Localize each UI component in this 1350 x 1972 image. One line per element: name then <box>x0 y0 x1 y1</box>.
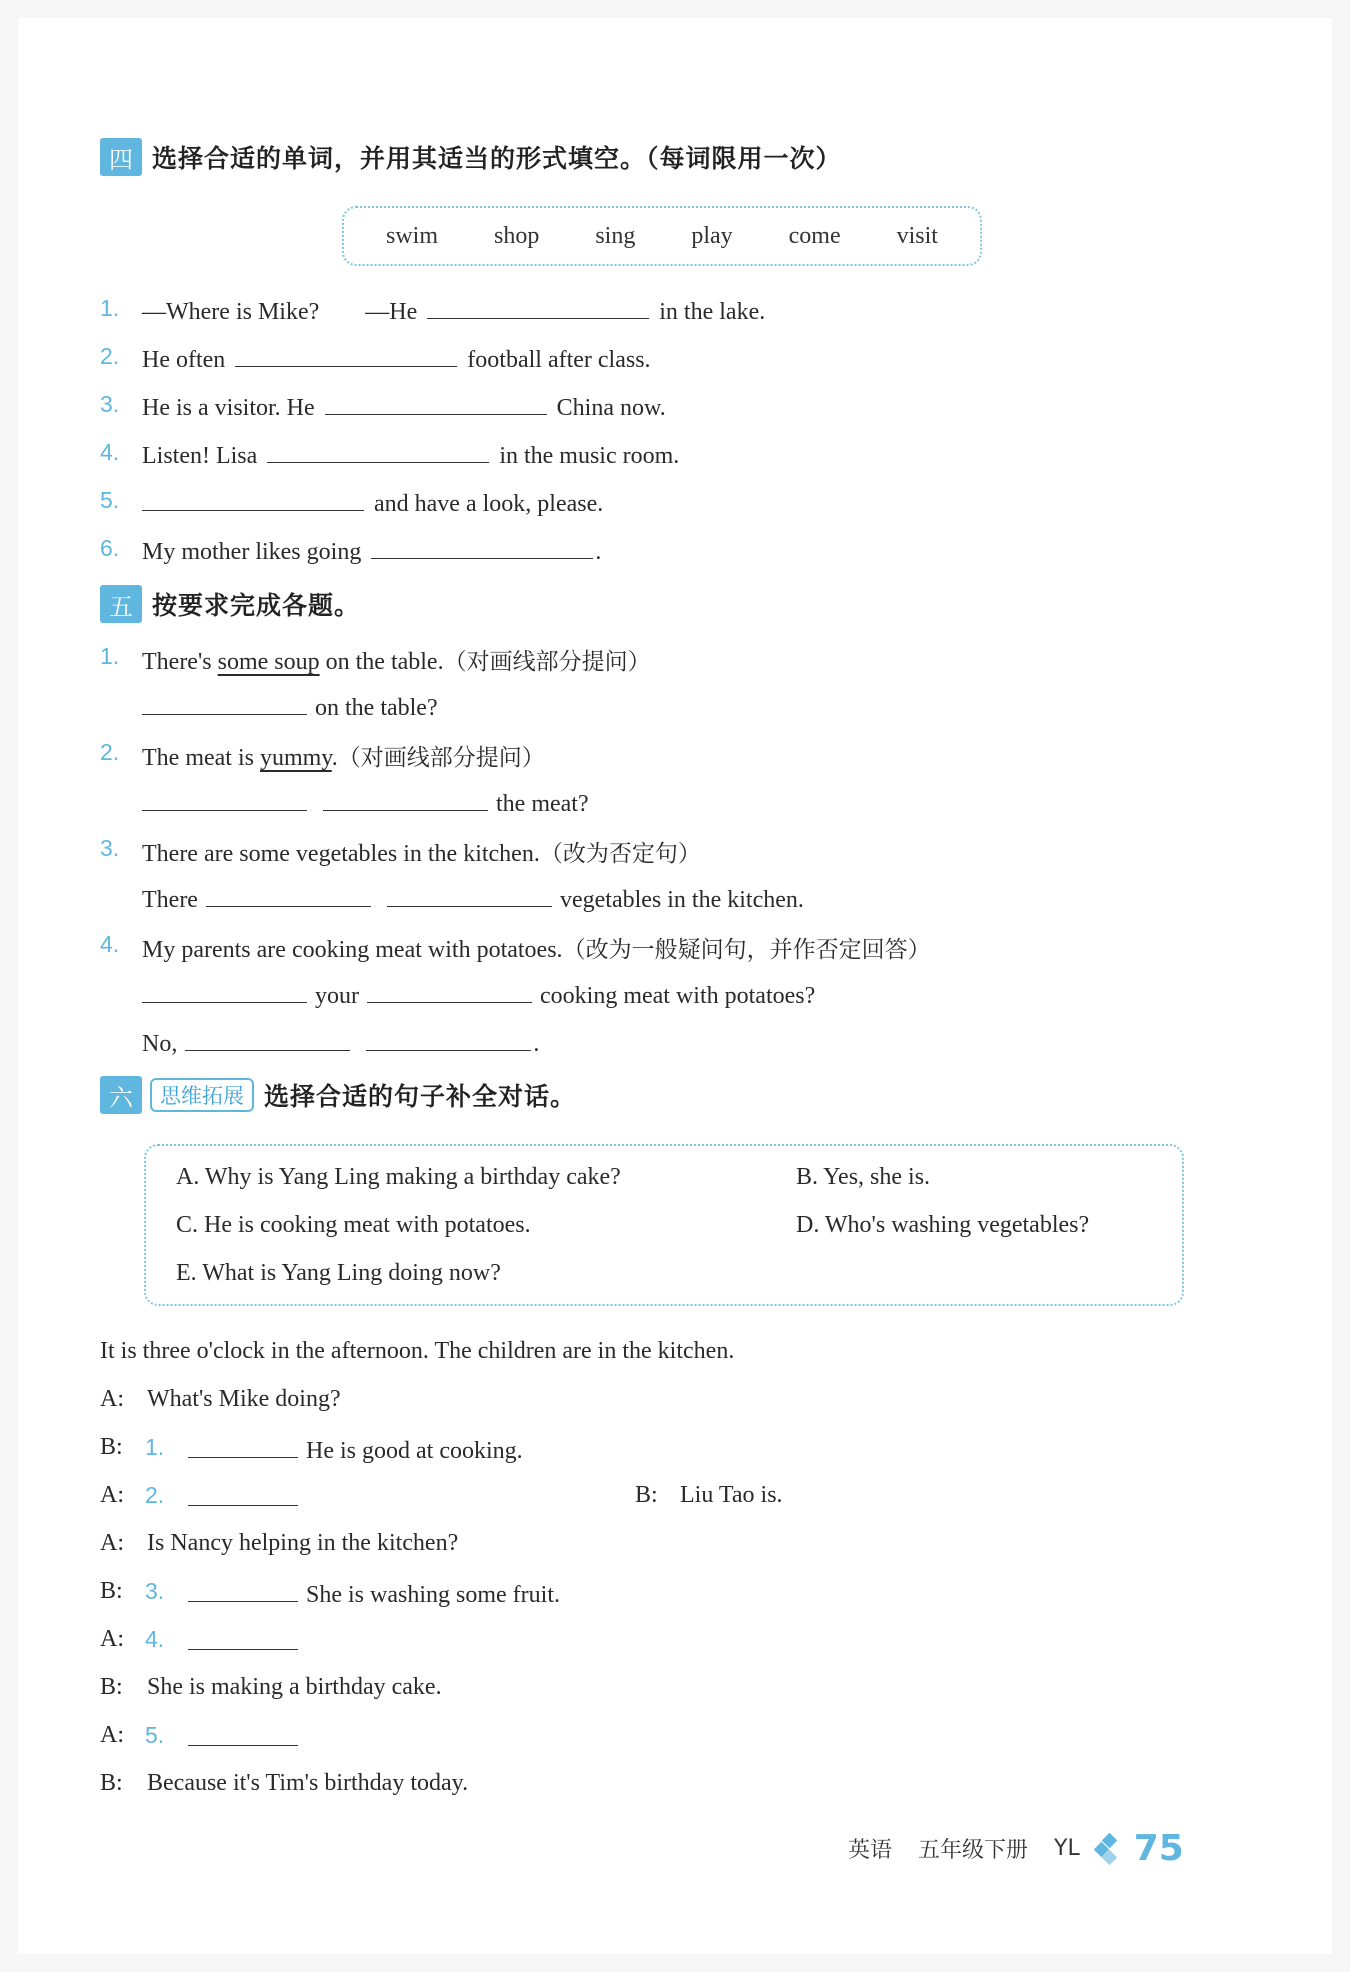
section-title: 按要求完成各题。 <box>152 591 361 620</box>
answer-line <box>142 691 438 722</box>
dialog-text: What's Mike doing? <box>147 1386 341 1412</box>
question-text: —He <box>365 299 418 325</box>
section-4-header <box>100 138 842 176</box>
answer-blank[interactable] <box>188 1626 298 1650</box>
word-item: swim <box>385 222 438 249</box>
question-text: China now. <box>556 395 666 421</box>
question-number: 4. <box>100 931 120 957</box>
dialog-line <box>180 1626 306 1657</box>
question-text: in the music room. <box>499 443 680 469</box>
dialog-text: Liu Tao is. <box>680 1482 783 1508</box>
dialog-speaker: A: <box>100 1386 124 1412</box>
question-text: He is a visitor. He <box>142 395 315 421</box>
dialog-speaker: A: <box>100 1530 124 1556</box>
question-text: Listen! Lisa <box>142 443 258 469</box>
instruction: （改为否定句） <box>539 841 701 867</box>
question-text: vegetables in the kitchen. <box>559 887 804 913</box>
answer-blank[interactable] <box>366 1027 531 1051</box>
answer-line <box>142 979 815 1010</box>
section-title: 选择合适的单词，并用其适当的形式填空。（每词限用一次） <box>152 144 842 173</box>
dialog-speaker: B: <box>100 1578 123 1604</box>
question-line <box>142 487 603 518</box>
answer-blank[interactable] <box>323 787 488 811</box>
section-6-header <box>100 1076 576 1114</box>
question-number: 3. <box>100 391 120 417</box>
question-text: the meat? <box>496 791 589 817</box>
question-line <box>142 295 765 326</box>
question-text: . <box>331 745 338 771</box>
page-number: 75 <box>1133 1828 1184 1869</box>
dialog-speaker: B: <box>635 1482 658 1508</box>
dialog-speaker: B: <box>100 1434 123 1460</box>
diamond-icon <box>1094 1834 1124 1864</box>
question-text: in the lake. <box>659 299 766 325</box>
answer-blank[interactable] <box>185 1027 350 1051</box>
question-text: on the table. <box>325 649 444 675</box>
question-text: My parents are cooking meat with potatoes. <box>142 937 563 963</box>
dialog-line <box>180 1722 306 1753</box>
answer-blank[interactable] <box>427 295 649 319</box>
instruction: （改为一般疑问句，并作否定回答） <box>562 937 931 963</box>
option-c: C. He is cooking meat with potatoes. <box>176 1212 531 1238</box>
dialog-text: She is making a birthday cake. <box>147 1674 442 1700</box>
section-number: 五 <box>100 585 142 623</box>
question-text: your <box>315 983 359 1009</box>
word-bank <box>342 206 982 266</box>
instruction: （对画线部分提问） <box>337 745 545 771</box>
question-text: No, <box>142 1031 178 1057</box>
question-line <box>142 931 931 964</box>
option-b: B. Yes, she is. <box>796 1164 931 1190</box>
question-line <box>142 343 651 374</box>
question-number: 3. <box>145 1578 165 1604</box>
footer-subject: 英语 <box>848 1838 893 1863</box>
question-number: 1. <box>100 295 120 321</box>
answer-blank[interactable] <box>367 979 532 1003</box>
thinking-extension-tag: 思维拓展 <box>150 1078 254 1112</box>
option-a: A. Why is Yang Ling making a birthday cake? <box>176 1164 621 1190</box>
question-line <box>142 439 679 470</box>
question-number: 5. <box>100 487 120 513</box>
option-d: D. Who's washing vegetables? <box>796 1212 1090 1238</box>
word-item: sing <box>595 222 636 249</box>
question-text: There are some vegetables in the kitchen. <box>142 841 540 867</box>
answer-blank[interactable] <box>235 343 457 367</box>
question-number: 3. <box>100 835 120 861</box>
answer-line <box>142 787 589 818</box>
dialog-text: Is Nancy helping in the kitchen? <box>147 1530 459 1556</box>
dialog-intro: It is three o'clock in the afternoon. The children are in the kitchen. <box>100 1338 735 1364</box>
dialog-text: She is washing some fruit. <box>306 1582 560 1608</box>
question-number: 2. <box>145 1482 165 1508</box>
answer-line <box>142 1027 539 1058</box>
question-number: 2. <box>100 343 120 369</box>
answer-blank[interactable] <box>142 787 307 811</box>
answer-blank[interactable] <box>142 979 307 1003</box>
question-number: 5. <box>145 1722 165 1748</box>
word-item: visit <box>896 222 938 249</box>
instruction: （对画线部分提问） <box>443 649 651 675</box>
word-item: shop <box>493 222 540 249</box>
question-text: . <box>533 1031 540 1057</box>
dialog-text: He is good at cooking. <box>306 1438 523 1464</box>
question-number: 4. <box>145 1626 165 1652</box>
dialog-line <box>180 1482 306 1513</box>
question-text: on the table? <box>315 695 438 721</box>
dialog-line <box>180 1578 560 1609</box>
question-number: 1. <box>145 1434 165 1460</box>
page-footer <box>848 1828 1184 1869</box>
section-5-header <box>100 585 360 623</box>
question-text: My mother likes going <box>142 539 362 565</box>
answer-blank[interactable] <box>387 883 552 907</box>
dialog-text: Because it's Tim's birthday today. <box>147 1770 469 1796</box>
footer-grade: 五年级下册 <box>918 1838 1029 1863</box>
answer-blank[interactable] <box>142 487 364 511</box>
question-line <box>142 739 545 772</box>
question-text: football after class. <box>467 347 651 373</box>
option-e: E. What is Yang Ling doing now? <box>176 1260 501 1286</box>
question-text: and have a look, please. <box>374 491 604 517</box>
answer-blank[interactable] <box>188 1482 298 1506</box>
dialog-speaker: A: <box>100 1482 124 1508</box>
question-line <box>142 643 651 676</box>
question-text: —Where is Mike? <box>142 299 320 325</box>
section-number: 六 <box>100 1076 142 1114</box>
section-title: 选择合适的句子补全对话。 <box>264 1082 577 1111</box>
question-number: 6. <box>100 535 120 561</box>
answer-blank[interactable] <box>206 883 371 907</box>
question-text: There <box>142 887 198 913</box>
answer-blank[interactable] <box>142 691 307 715</box>
answer-line <box>142 883 804 914</box>
question-text: There's <box>142 649 212 675</box>
question-line <box>142 835 701 868</box>
question-number: 4. <box>100 439 120 465</box>
word-item: play <box>691 222 733 249</box>
question-number: 2. <box>100 739 120 765</box>
section-number: 四 <box>100 138 142 176</box>
question-line <box>142 391 666 422</box>
footer-edition: YL <box>1054 1836 1080 1861</box>
underlined-phrase: yummy <box>259 745 332 771</box>
answer-blank[interactable] <box>267 439 489 463</box>
dialog-speaker: A: <box>100 1722 124 1748</box>
question-text: cooking meat with potatoes? <box>540 983 816 1009</box>
answer-blank[interactable] <box>188 1578 298 1602</box>
underlined-phrase: some soup <box>217 649 320 675</box>
question-text: . <box>595 539 602 565</box>
answer-blank[interactable] <box>188 1434 298 1458</box>
dialog-speaker: B: <box>100 1674 123 1700</box>
dialog-line <box>180 1434 523 1465</box>
dialog-speaker: B: <box>100 1770 123 1796</box>
question-text: He often <box>142 347 226 373</box>
answer-blank[interactable] <box>371 535 593 559</box>
question-text: The meat is <box>142 745 254 771</box>
question-number: 1. <box>100 643 120 669</box>
answer-blank[interactable] <box>325 391 547 415</box>
word-item: come <box>788 222 841 249</box>
answer-blank[interactable] <box>188 1722 298 1746</box>
dialog-speaker: A: <box>100 1626 124 1652</box>
question-line <box>142 535 601 566</box>
